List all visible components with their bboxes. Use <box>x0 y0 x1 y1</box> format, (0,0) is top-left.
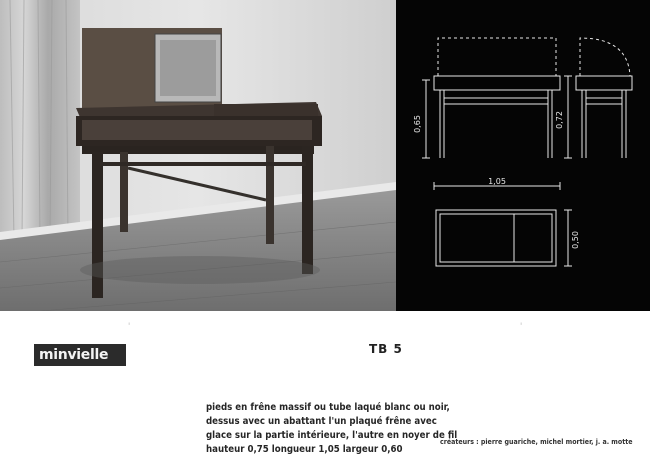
description-line: hauteur 0,75 longueur 1,05 largeur 0,60 <box>206 444 403 455</box>
description-line: glace sur la partie intérieure, l'autre en noyer de fil <box>206 430 458 441</box>
model-title: TB 5 <box>369 342 403 356</box>
crop-mark: ' <box>520 322 523 332</box>
crop-mark: ' <box>128 322 131 332</box>
description-line: dessus avec un abattant l'un plaqué frêne avec <box>206 416 437 427</box>
dim-width: 0,50 <box>571 231 580 249</box>
description-line: pieds en frêne massif ou tube laqué blanc ou noir, <box>206 402 450 413</box>
product-description <box>206 401 458 457</box>
technical-drawing <box>396 0 650 311</box>
dim-height-right: 0,72 <box>555 111 564 129</box>
dim-length: 1,05 <box>488 177 506 186</box>
brand-label: minvielle <box>34 344 126 366</box>
product-photo <box>0 0 396 311</box>
dim-height-left: 0,65 <box>413 115 422 133</box>
credits: créateurs : pierre guariche, michel mortier, j. a. motte <box>440 438 633 446</box>
